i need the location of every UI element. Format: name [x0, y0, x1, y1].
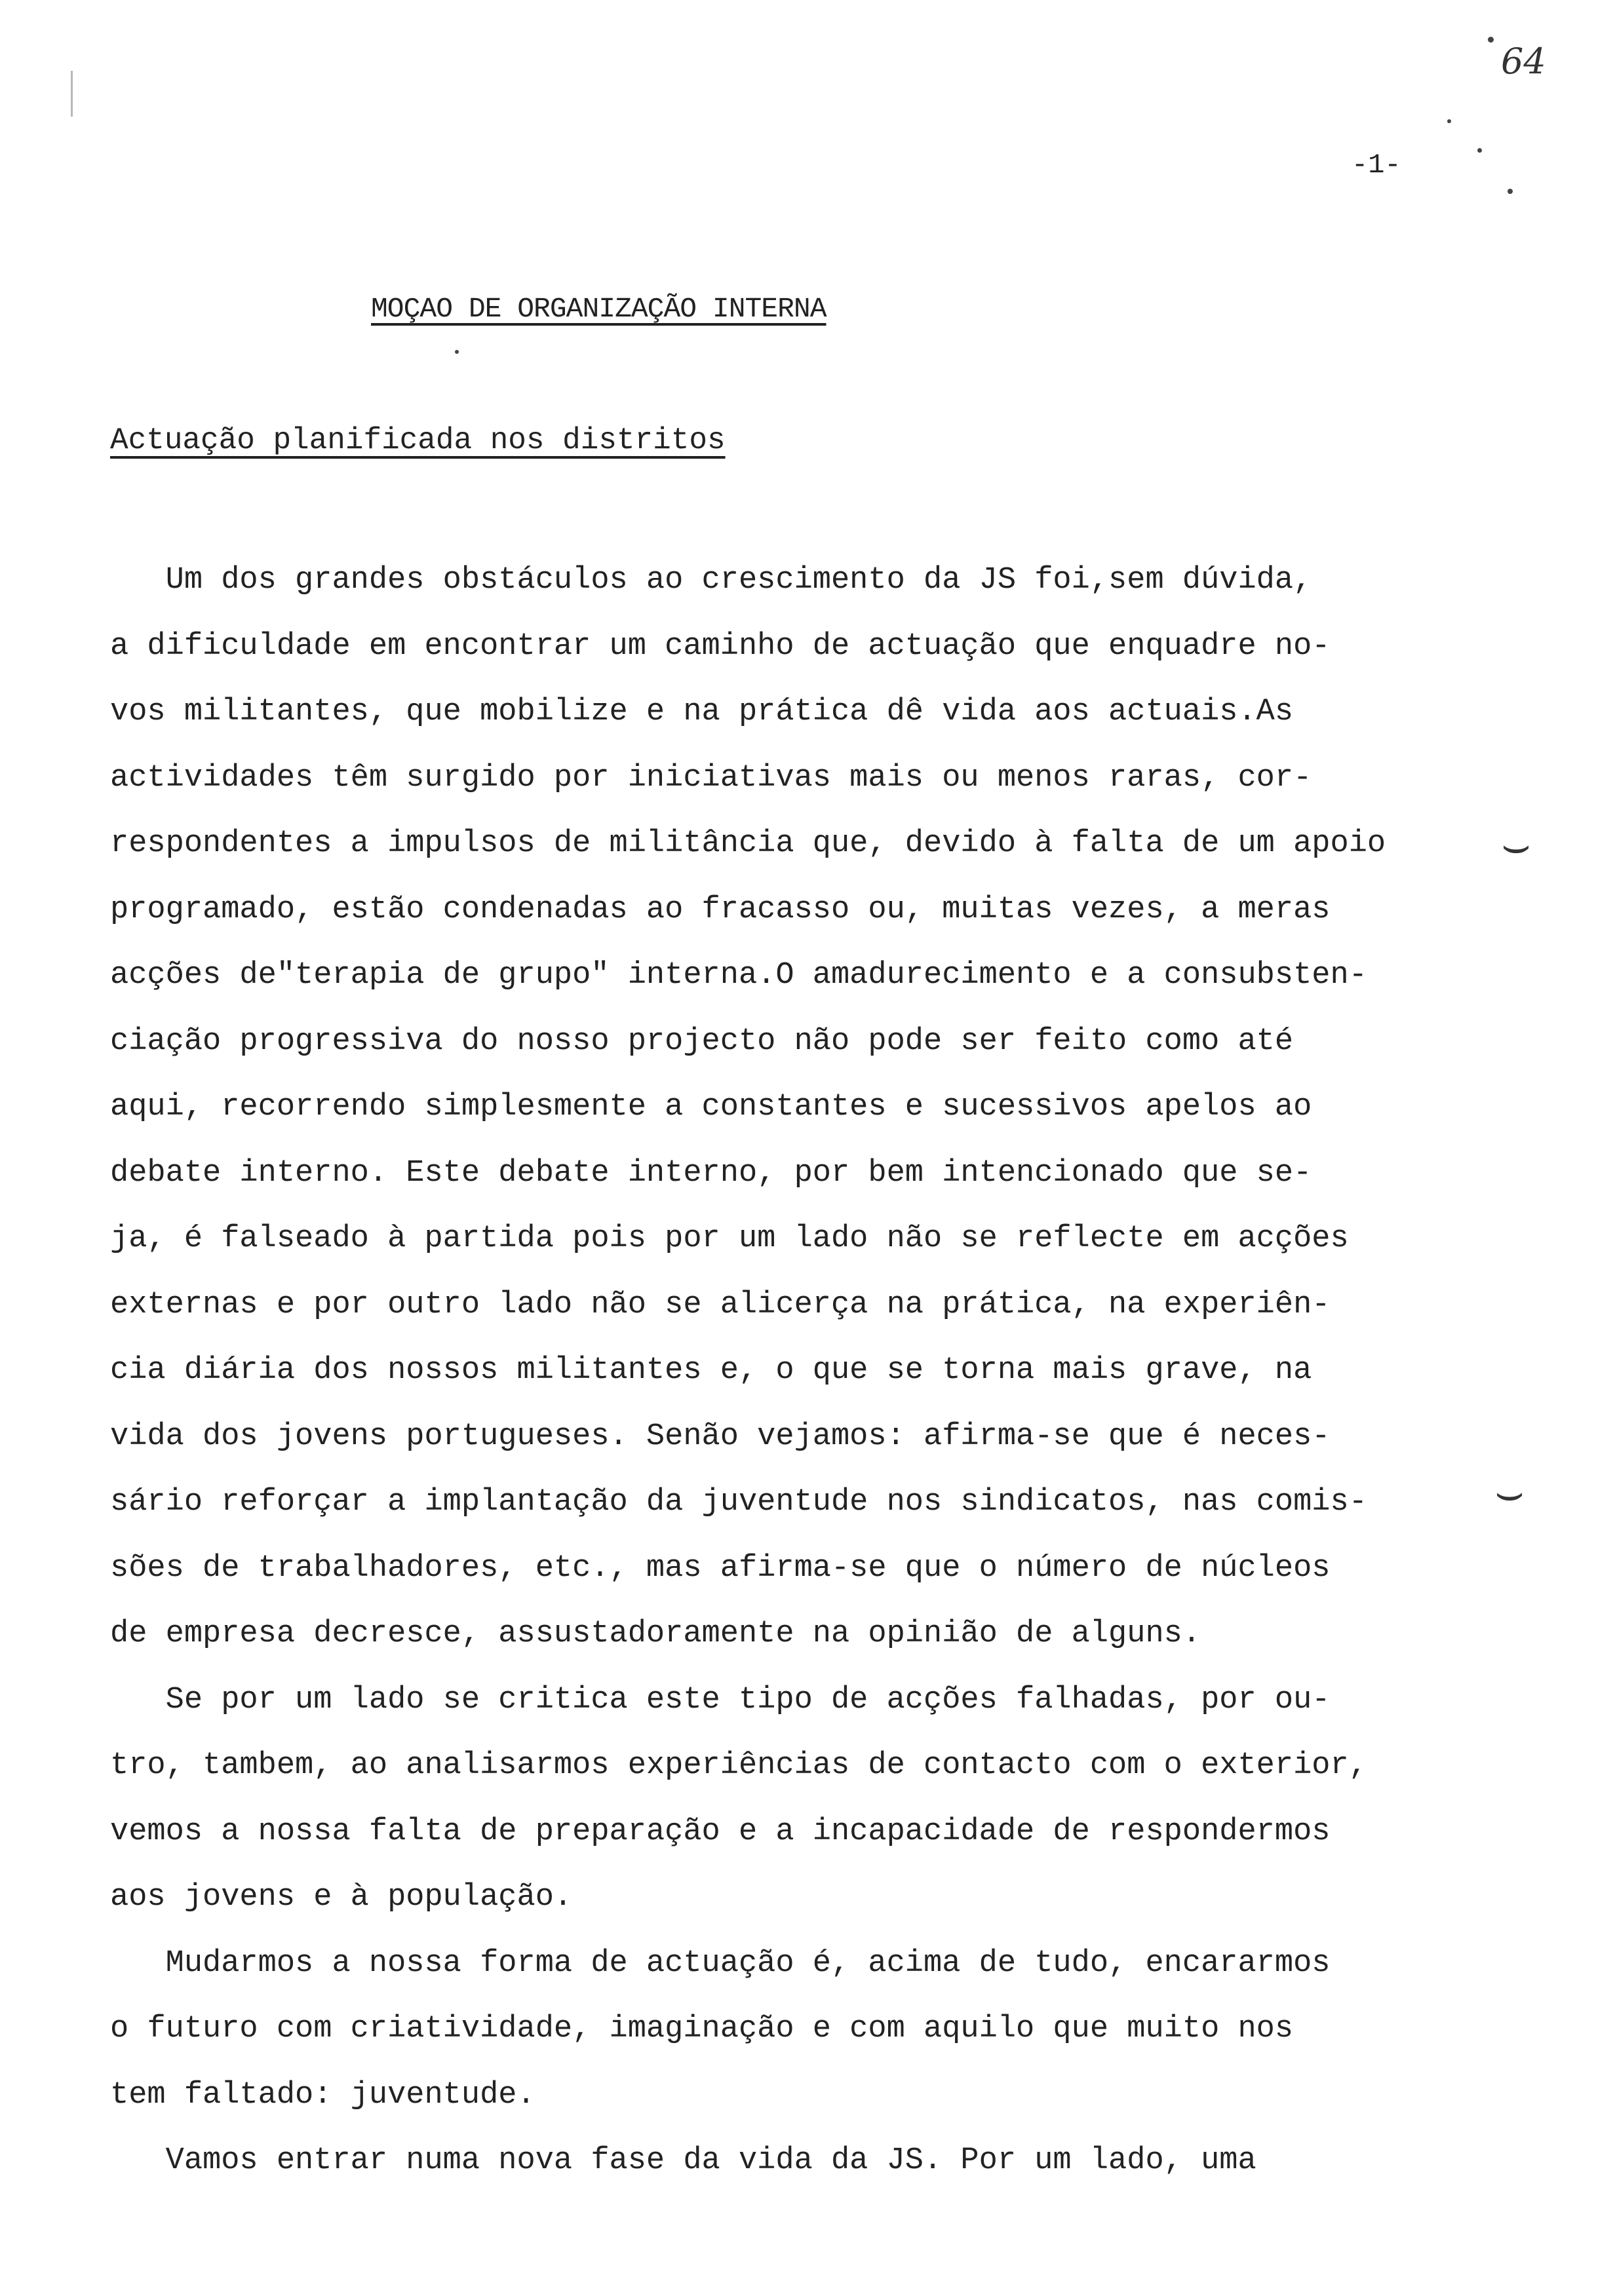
- body-text: [110, 548, 1500, 2194]
- text-line: ciação progressiva do nosso projecto não pode ser feito como até: [110, 1024, 1294, 1059]
- ink-speck: [1508, 189, 1513, 194]
- text-line: Vamos entrar numa nova fase da vida da JS. Por um lado, uma: [110, 2143, 1256, 2178]
- text-line: cia diária dos nossos militantes e, o que se torna mais grave, na: [110, 1353, 1312, 1388]
- ink-speck: [455, 350, 459, 354]
- text-line: acções de"terapia de grupo" interna.O amadurecimento e a consubsten-: [110, 958, 1367, 993]
- text-line: tem faltado: juventude.: [110, 2077, 535, 2113]
- text-line: ja, é falseado à partida pois por um lado não se reflecte em acções: [110, 1221, 1349, 1256]
- page-number: -1-: [1352, 149, 1401, 181]
- text-line: programado, estão condenadas ao fracasso ou, muitas vezes, a meras: [110, 892, 1331, 927]
- text-line: sário reforçar a implantação da juventude nos sindicatos, nas comis-: [110, 1485, 1367, 1520]
- text-line: o futuro com criatividade, imaginação e com aquilo que muito nos: [110, 2012, 1294, 2046]
- text-line: aqui, recorrendo simplesmente a constantes e sucessivos apelos ao: [110, 1090, 1312, 1124]
- margin-mark: [71, 71, 73, 117]
- text-line: a dificuldade em encontrar um caminho de actuação que enquadre no-: [110, 628, 1331, 664]
- text-line: aos jovens e à população.: [110, 1880, 573, 1915]
- text-line: Mudarmos a nossa forma de actuação é, acima de tudo, encararmos: [110, 1945, 1331, 1981]
- text-line: vida dos jovens portugueses. Senão vejamos: afirma-se que é neces-: [110, 1419, 1331, 1454]
- text-line: sões de trabalhadores, etc., mas afirma-se que o número de núcleos: [110, 1550, 1331, 1586]
- text-line: respondentes a impulsos de militância que, devido à falta de um apoio: [110, 826, 1386, 861]
- handwritten-bracket-mark: ⌣: [1501, 818, 1532, 871]
- text-line: de empresa decresce, assustadoramente na opinião de alguns.: [110, 1617, 1201, 1651]
- text-line: Um dos grandes obstáculos ao crescimento da JS foi,sem dúvida,: [110, 563, 1312, 598]
- text-line: Se por um lado se critica este tipo de acções falhadas, por ou-: [110, 1682, 1331, 1717]
- section-heading: Actuação planificada nos distritos: [110, 423, 726, 457]
- handwritten-page-number: 64: [1501, 41, 1546, 82]
- ink-speck: [1488, 37, 1494, 43]
- text-line: vos militantes, que mobilize e na prática dê vida aos actuais.As: [110, 695, 1294, 729]
- handwritten-bracket-mark: ⌣: [1494, 1465, 1525, 1519]
- text-line: actividades têm surgido por iniciativas mais ou menos raras, cor-: [110, 760, 1312, 795]
- text-line: vemos a nossa falta de preparação e a incapacidade de respondermos: [110, 1814, 1331, 1849]
- text-line: externas e por outro lado não se alicerça na prática, na experiên-: [110, 1287, 1331, 1322]
- ink-speck: [1477, 148, 1482, 153]
- ink-speck: [1447, 119, 1451, 123]
- text-line: tro, tambem, ao analisarmos experiências de contacto com o exterior,: [110, 1748, 1367, 1783]
- document-title: MOÇAO DE ORGANIZAÇÃO INTERNA: [371, 293, 827, 325]
- text-line: debate interno. Este debate interno, por bem intencionado que se-: [110, 1155, 1312, 1191]
